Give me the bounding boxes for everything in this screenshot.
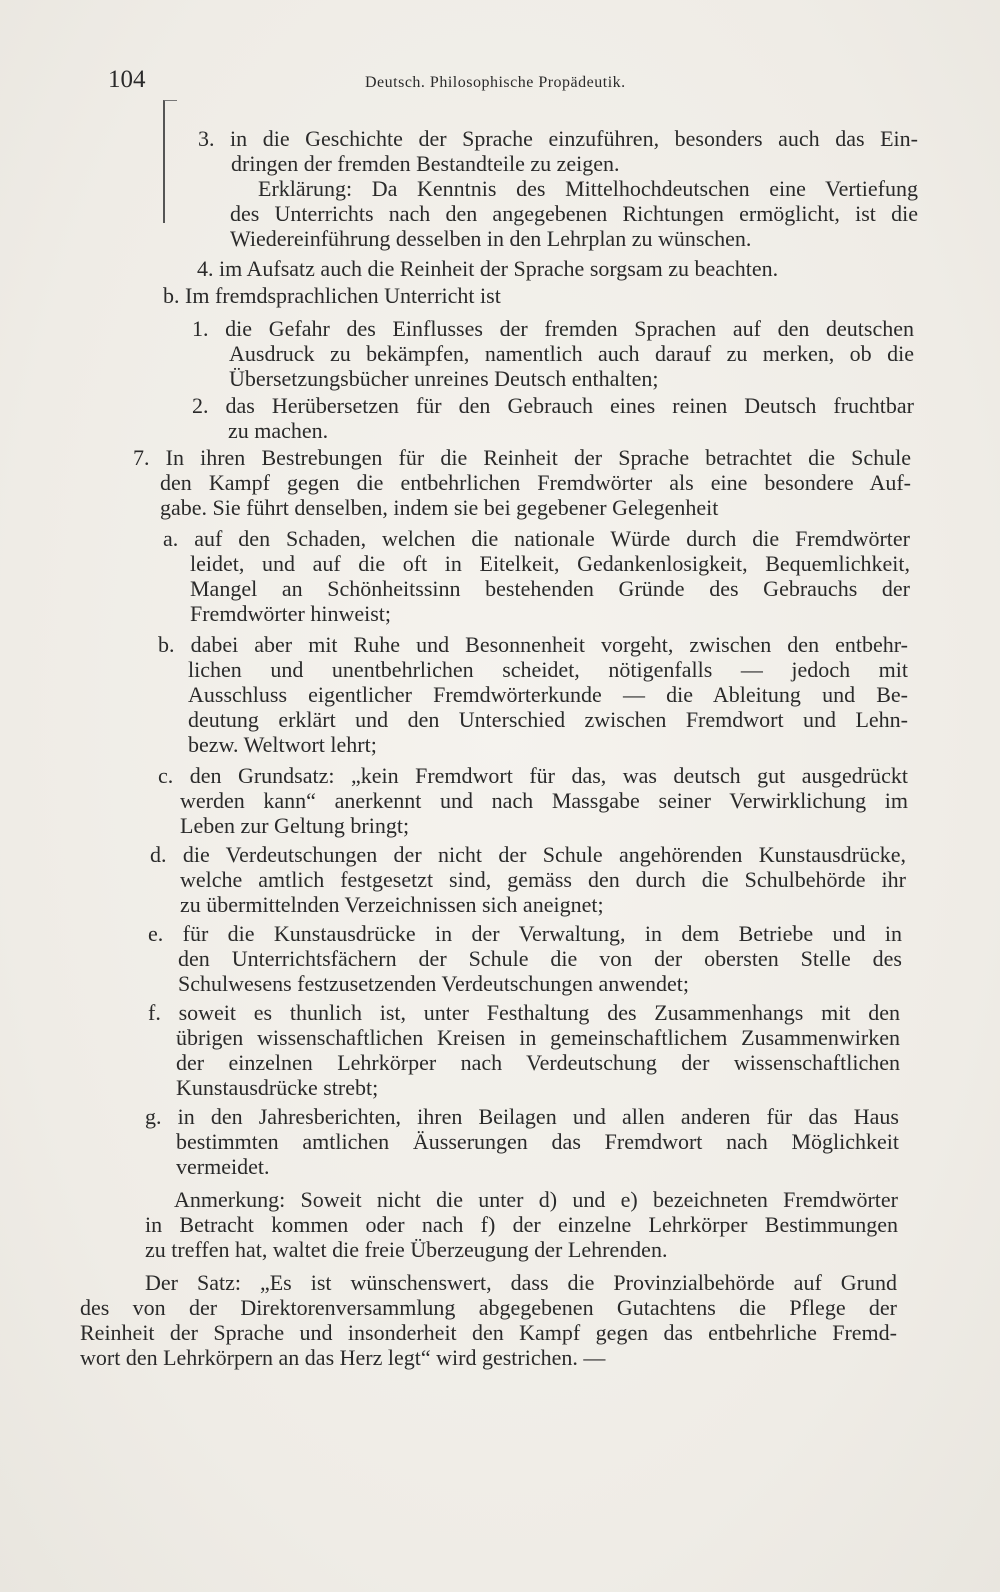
text-line: den Kampf gegen die entbehrlichen Fremdwörter als eine besondere Auf- [160, 470, 911, 495]
text-line: dringen der fremden Bestandteile zu zeigen. [231, 151, 620, 176]
text-line: bezw. Weltwort lehrt; [188, 732, 377, 757]
text-line: b. dabei aber mit Ruhe und Besonnenheit vorgeht, zwischen den entbehr- [158, 632, 908, 657]
text-line: gabe. Sie führt denselben, indem sie bei gegebener Gelegenheit [160, 495, 719, 520]
text-line: e. für die Kunstausdrücke in der Verwaltung, in dem Betriebe und in [148, 921, 902, 946]
text-line: werden kann“ anerkennt und nach Massgabe seiner Verwirklichung im [180, 788, 908, 813]
page-header [108, 66, 920, 96]
text-line: des Unterrichts nach den angegebenen Richtungen ermöglicht, ist die [230, 201, 918, 226]
text-line: leidet, und auf die oft in Eitelkeit, Gedankenlosigkeit, Bequemlichkeit, [190, 551, 910, 576]
text-line: 2. das Herübersetzen für den Gebrauch eines reinen Deutsch fruchtbar [192, 393, 914, 418]
text-line: d. die Verdeutschungen der nicht der Schule angehörenden Kunstausdrücke, [150, 842, 906, 867]
text-line: deutung erklärt und den Unterschied zwischen Fremdwort und Lehn- [188, 707, 908, 732]
text-line: Anmerkung: Soweit nicht die unter d) und e) bezeichneten Fremdwörter [174, 1187, 898, 1212]
text-line: Erklärung: Da Kenntnis des Mittelhochdeutschen eine Vertiefung [258, 176, 918, 201]
text-line: wort den Lehrkörpern an das Herz legt“ wird gestrichen. — [80, 1345, 606, 1370]
text-line: 1. die Gefahr des Einflusses der fremden Sprachen auf den deutschen [192, 316, 914, 341]
text-line: Der Satz: „Es ist wünschenswert, dass die Provinzialbehörde auf Grund [145, 1270, 897, 1295]
text-line: b. Im fremdsprachlichen Unterricht ist [163, 283, 501, 308]
page-number: 104 [108, 66, 146, 93]
text-line: Ausschluss eigentlicher Fremdwörterkunde — die Ableitung und Be- [188, 682, 908, 707]
text-line: lichen und unentbehrlichen scheidet, nötigenfalls — jedoch mit [188, 657, 908, 682]
text-line: welche amtlich festgesetzt sind, gemäss den durch die Schulbehörde ihr [180, 867, 906, 892]
text-line: Fremdwörter hinweist; [190, 601, 392, 626]
text-line: Schulwesens festzusetzenden Verdeutschungen anwendet; [178, 971, 689, 996]
text-line: Kunstausdrücke strebt; [176, 1075, 379, 1100]
text-line: 4. im Aufsatz auch die Reinheit der Sprache sorgsam zu beachten. [197, 256, 779, 281]
text-line: bestimmten amtlichen Äusserungen das Fremdwort nach Möglichkeit [176, 1129, 899, 1154]
text-line: Übersetzungsbücher unreines Deutsch enthalten; [229, 366, 659, 391]
text-line: zu machen. [228, 418, 329, 443]
text-line: g. in den Jahresberichten, ihren Beilagen und allen anderen für das Haus [145, 1104, 899, 1129]
text-line: übrigen wissenschaftlichen Kreisen in gemeinschaftlichem Zusammenwirken [176, 1025, 900, 1050]
text-line: 3. in die Geschichte der Sprache einzuführen, besonders auch das Ein- [198, 126, 918, 151]
text-line: zu treffen hat, waltet die freie Überzeugung der Lehrenden. [145, 1237, 668, 1262]
text-line: a. auf den Schaden, welchen die nationale Würde durch die Fremdwörter [163, 526, 910, 551]
text-line: Ausdruck zu bekämpfen, namentlich auch darauf zu merken, ob die [229, 341, 914, 366]
text-line: c. den Grundsatz: „kein Fremdwort für das, was deutsch gut ausgedrückt [158, 763, 908, 788]
text-line: Leben zur Geltung bringt; [180, 813, 410, 838]
margin-bracket [163, 100, 177, 223]
text-line: den Unterrichtsfächern der Schule die von der obersten Stelle des [178, 946, 902, 971]
running-title: Deutsch. Philosophische Propädeutik. [365, 74, 626, 91]
text-line: Reinheit der Sprache und insonderheit den Kampf gegen das entbehrliche Fremd- [80, 1320, 897, 1345]
text-line: zu übermittelnden Verzeichnissen sich aneignet; [180, 892, 604, 917]
text-line: der einzelnen Lehrkörper nach Verdeutschung der wissenschaftlichen [176, 1050, 900, 1075]
text-line: des von der Direktorenversammlung abgegebenen Gutachtens die Pflege der [80, 1295, 897, 1320]
text-line: f. soweit es thunlich ist, unter Festhaltung des Zusammenhangs mit den [148, 1000, 900, 1025]
text-line: vermeidet. [176, 1154, 270, 1179]
text-line: Wiedereinführung desselben in den Lehrplan zu wünschen. [230, 226, 752, 251]
text-line: 7. In ihren Bestrebungen für die Reinheit der Sprache betrachtet die Schule [133, 445, 911, 470]
text-line: in Betracht kommen oder nach f) der einzelne Lehrkörper Bestimmungen [145, 1212, 898, 1237]
text-line: Mangel an Schönheitssinn bestehenden Gründe des Gebrauchs der [190, 576, 910, 601]
